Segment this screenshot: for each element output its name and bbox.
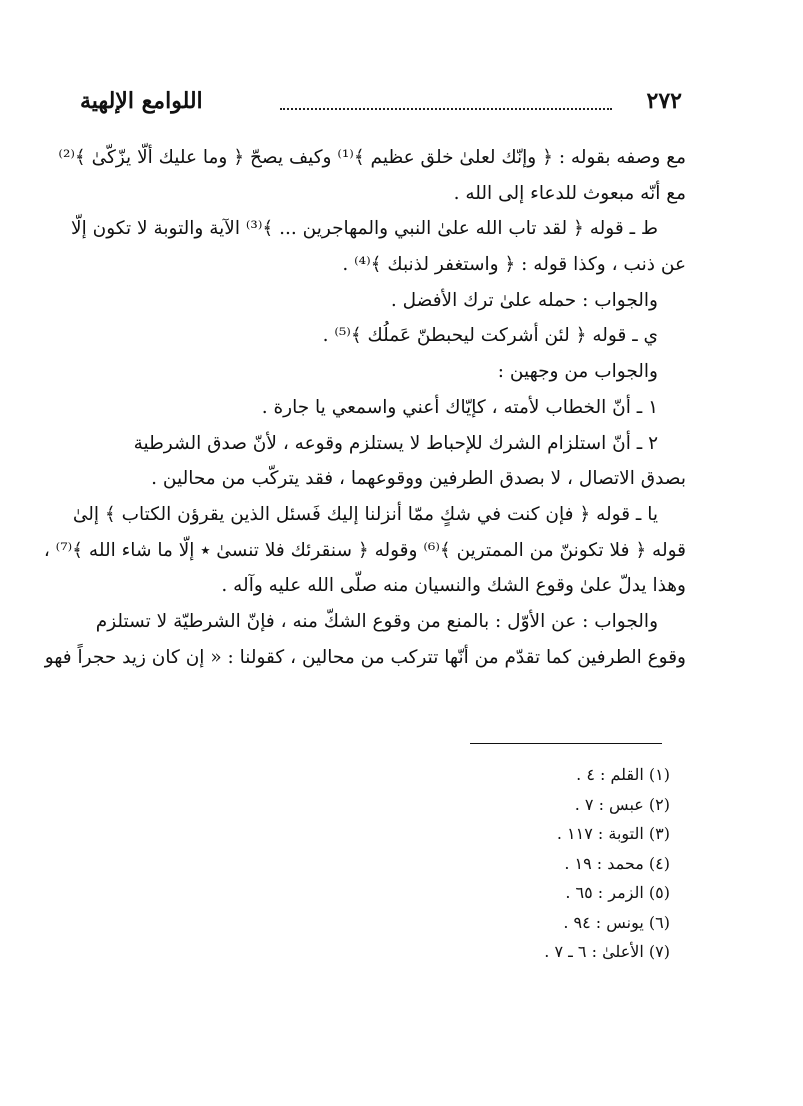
- text-line: والجواب : حمله علىٰ ترك الأفضل .: [390, 289, 658, 311]
- text-line: وهذا يدلّ علىٰ وقوع الشك والنسيان منه صلّى الله عليه وآله .: [221, 575, 686, 597]
- footnote: (٥) الزمر : ٦٥ .: [565, 883, 670, 902]
- page-header: [80, 88, 682, 128]
- text-line: ط ـ قوله ﴿ لقد تاب الله علىٰ النبي والمهاجرين ... ﴾⁽³⁾ الآية والتوبة لا تكون إلّا: [71, 218, 658, 240]
- footnotes: [370, 760, 670, 967]
- text-line: عن ذنب ، وكذا قوله : ﴿ واستغفر لذنبك ﴾⁽⁴⁾ .: [342, 254, 686, 276]
- footnote: (٣) التوبة : ١١٧ .: [556, 824, 670, 843]
- text-line: وقوع الطرفين كما تقدّم من أنّها تتركب من محالين ، كقولنا : « إن كان زيد حجراً فهو: [44, 646, 686, 668]
- text-line: مع أنّه مبعوث للدعاء إلى الله .: [453, 182, 686, 204]
- text-line: ٢ ـ أنّ استلزام الشرك للإحباط لا يستلزم وقوعه ، لأنّ صدق الشرطية: [133, 432, 658, 454]
- footnote: (١) القلم : ٤ .: [576, 765, 670, 784]
- body-text: [43, 140, 686, 675]
- footnote: (٢) عبس : ٧ .: [574, 794, 670, 814]
- running-title: اللوامع الإلهية: [80, 88, 203, 114]
- text-line: يا ـ قوله ﴿ فإن كنت في شكٍ ممّا أنزلنا إليك فَسئل الذين يقرؤن الكتاب ﴾ إلىٰ: [72, 503, 658, 525]
- text-line: ي ـ قوله ﴿ لئن أشركت ليحبطنّ عَملُك ﴾⁽⁵⁾ .: [322, 325, 658, 347]
- text-line: والجواب من وجهين :: [497, 361, 658, 383]
- text-line: ١ ـ أنّ الخطاب لأمته ، كإيّاك أعني واسمعي يا جارة .: [261, 396, 658, 418]
- text-line: بصدق الاتصال ، لا بصدق الطرفين ووقوعهما ، فقد يتركّب من محالين .: [151, 468, 686, 490]
- footnote-separator: [470, 743, 662, 744]
- text-line: مع وصفه بقوله : ﴿ وإنّك لعلىٰ خلق عظيم ﴾⁽¹⁾ وكيف يصحّ ﴿ وما عليك ألّا يزّكّىٰ ﴾⁽²⁾: [58, 147, 686, 168]
- page-number: ٢٧٢: [646, 88, 682, 114]
- text-line: والجواب : عن الأوّل : بالمنع من وقوع الشكّ منه ، فإنّ الشرطيّة لا تستلزم: [95, 610, 658, 632]
- footnote: (٧) الأعلىٰ : ٦ ـ ٧ .: [544, 942, 670, 961]
- footnote: (٦) يونس : ٩٤ .: [563, 912, 670, 932]
- footnote: (٤) محمد : ١٩ .: [564, 853, 670, 873]
- text-line: قوله ﴿ فلا تكوننّ من الممترين ﴾⁽⁶⁾ وقوله ﴿ سنقرئك فلا تنسىٰ ٭ إلّا ما شاء الله ﴾⁽⁷⁾ ،: [43, 539, 686, 561]
- header-leader-dots: [280, 108, 612, 110]
